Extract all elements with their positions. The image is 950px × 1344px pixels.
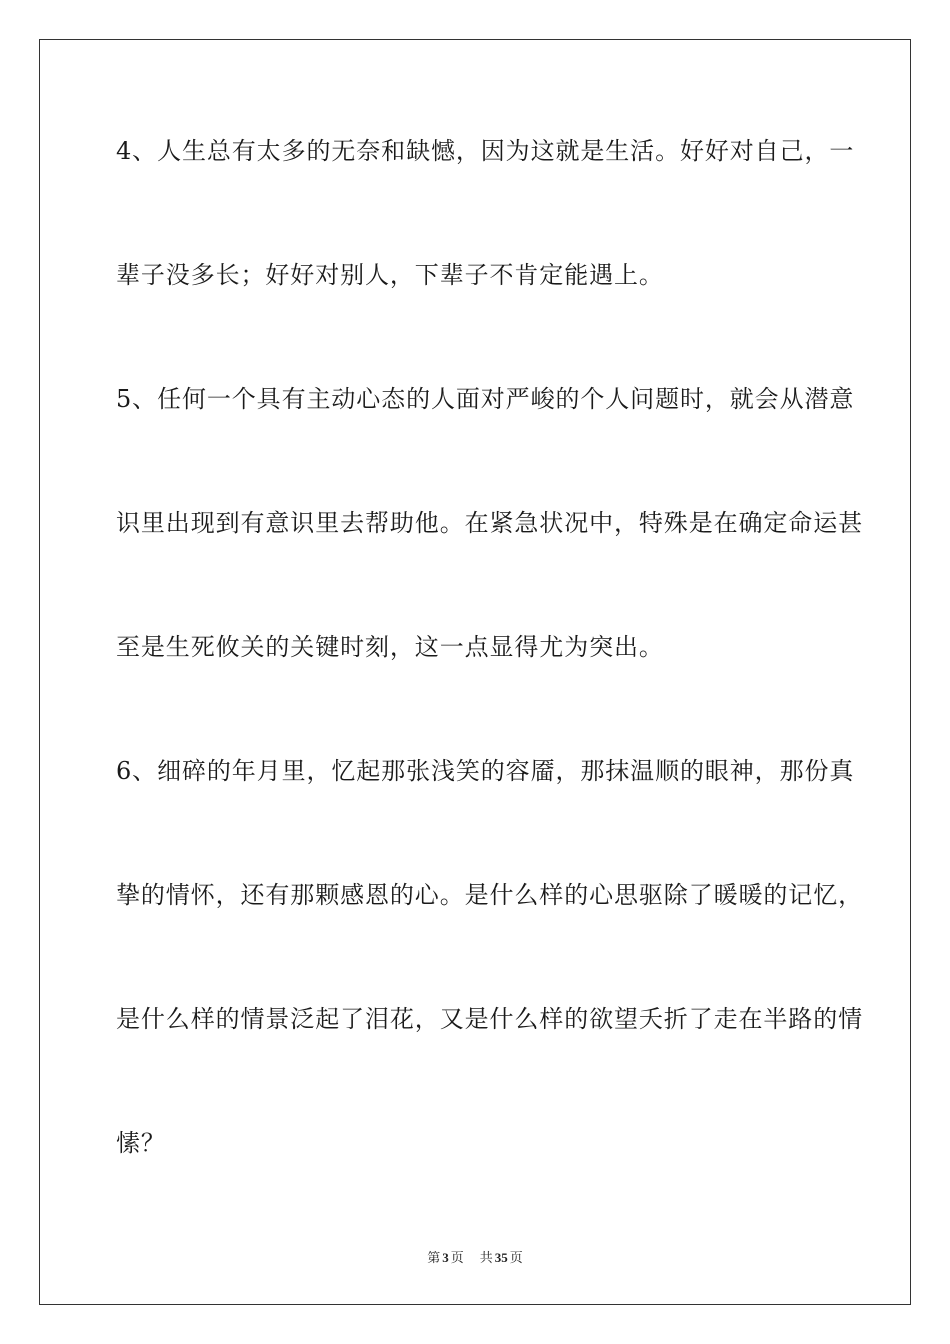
text-line: 6、细碎的年月里，忆起那张浅笑的容靥，那抹温顺的眼神，那份真 [116, 757, 855, 785]
total-pages: 35 [494, 1250, 508, 1265]
text-line: 是什么样的情景泛起了泪花，又是什么样的欲望夭折了走在半路的情 [116, 1005, 863, 1033]
total-suffix: 页 [509, 1251, 523, 1266]
page-prefix: 第 [427, 1251, 441, 1266]
text-line: 4、人生总有太多的无奈和缺憾，因为这就是生活。好好对自己，一 [116, 137, 855, 165]
page-footer [0, 1250, 950, 1267]
text-line: 5、任何一个具有主动心态的人面对严峻的个人问题时，就会从潜意 [116, 385, 855, 413]
page-border [39, 39, 911, 1305]
page-number: 3 [442, 1250, 449, 1265]
total-prefix: 共 [479, 1251, 493, 1266]
page-suffix: 页 [450, 1251, 464, 1266]
text-line: 挚的情怀，还有那颗感恩的心。是什么样的心思驱除了暖暖的记忆， [116, 881, 863, 909]
text-line: 至是生死攸关的关键时刻，这一点显得尤为突出。 [116, 633, 664, 661]
text-line: 识里出现到有意识里去帮助他。在紧急状况中，特殊是在确定命运甚 [116, 509, 863, 537]
text-line: 愫？ [116, 1129, 166, 1157]
text-line: 辈子没多长；好好对别人，下辈子不肯定能遇上。 [116, 261, 664, 289]
